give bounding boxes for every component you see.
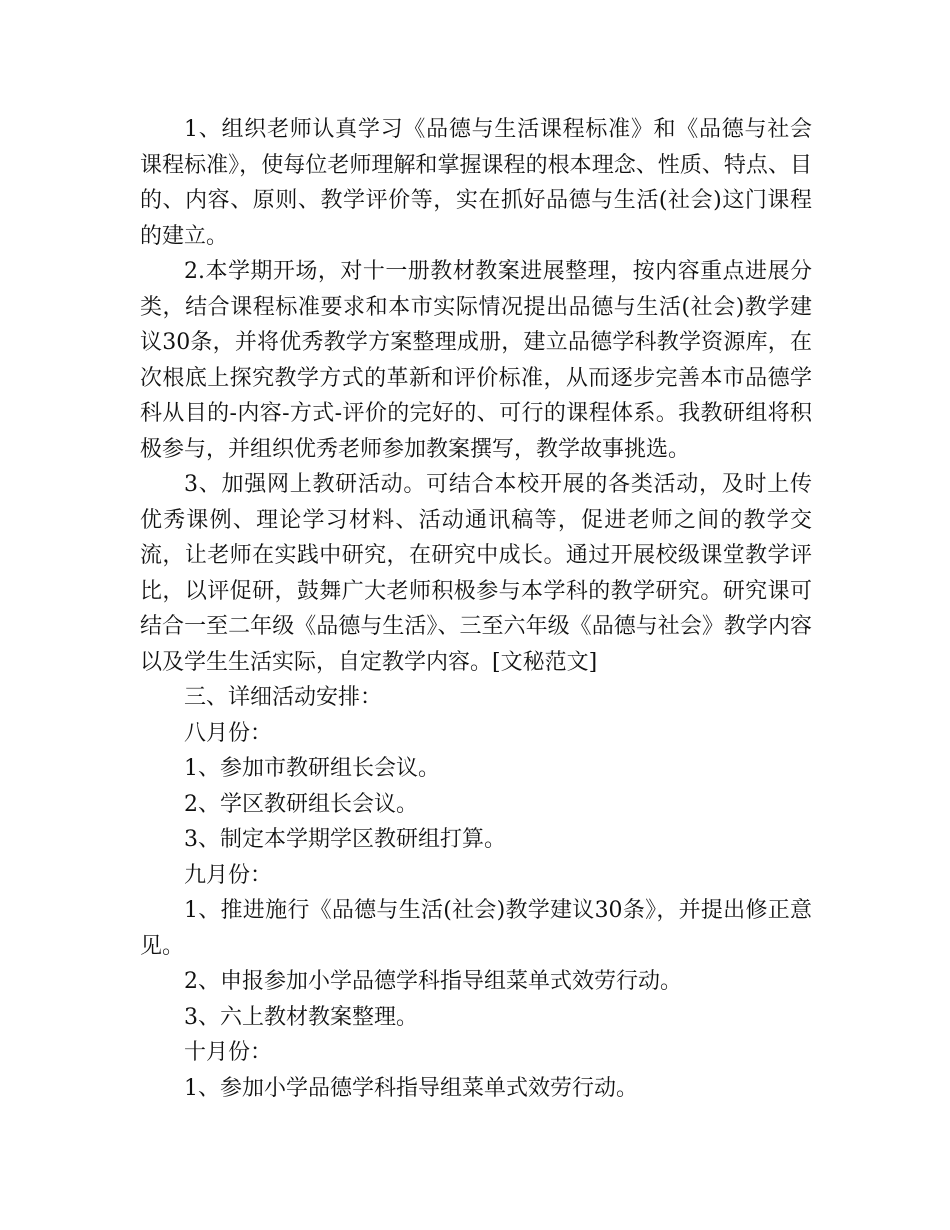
- september-item-2: 2、申报参加小学品德学科指导组菜单式效劳行动。: [184, 969, 682, 994]
- september-item-3: 3、六上教材教案整理。: [184, 1004, 418, 1030]
- august-item-3: 3、制定本学期学区教研组打算。: [184, 827, 506, 852]
- paragraph-goal-3: 3、加强网上教研活动。可结合本校开展的各类活动，及时上传优秀课例、理论学习材料、活动通讯稿等，促进老师之间的教学交流，让老师在实践中研究，在研究中成长。通过开展校级课堂教学评比，以评促研，鼓舞广大老师积极参与本学科的教学研究。研究课可结合一至二年级《品德与生活》、三至六年级《品德与社会》教学内容以及学生生活实际，自定教学内容。[文秘范文]: [140, 472, 812, 675]
- section-heading-schedule: 三、详细活动安排：: [184, 685, 383, 710]
- august-item-2: 2、学区教研组长会议。: [184, 791, 418, 817]
- month-heading-october: 十月份：: [184, 1040, 273, 1065]
- month-heading-september: 九月份：: [184, 862, 273, 888]
- paragraph-goal-1: 1、组织老师认真学习《品德与生活课程标准》和《品德与社会课程标准》，使每位老师理解和掌握课程的根本理念、性质、特点、目的、内容、原则、教学评价等，实在抓好品德与生活(社会)这门课程的建立。: [140, 117, 812, 249]
- october-item-1: 1、参加小学品德学科指导组菜单式效劳行动。: [184, 1075, 638, 1101]
- september-item-1: 1、推进施行《品德与生活(社会)教学建议30条》，并提出修正意见。: [140, 898, 812, 959]
- august-item-1: 1、参加市教研组长会议。: [184, 756, 440, 781]
- document-page: [140, 112, 812, 1106]
- month-heading-august: 八月份：: [184, 720, 273, 746]
- paragraph-goal-2: 2.本学期开场，对十一册教材教案进展整理，按内容重点进展分类，结合课程标准要求和本市实际情况提出品德与生活(社会)教学建议30条，并将优秀教学方案整理成册，建立品德学科教学资源库，在次根底上探究教学方式的革新和评价标准，从而逐步完善本市品德学科从目的-内容-方式-评价的完好的、可行的课程体系。我教研组将积极参与，并组织优秀老师参加教案撰写，教学故事挑选。: [140, 259, 812, 462]
